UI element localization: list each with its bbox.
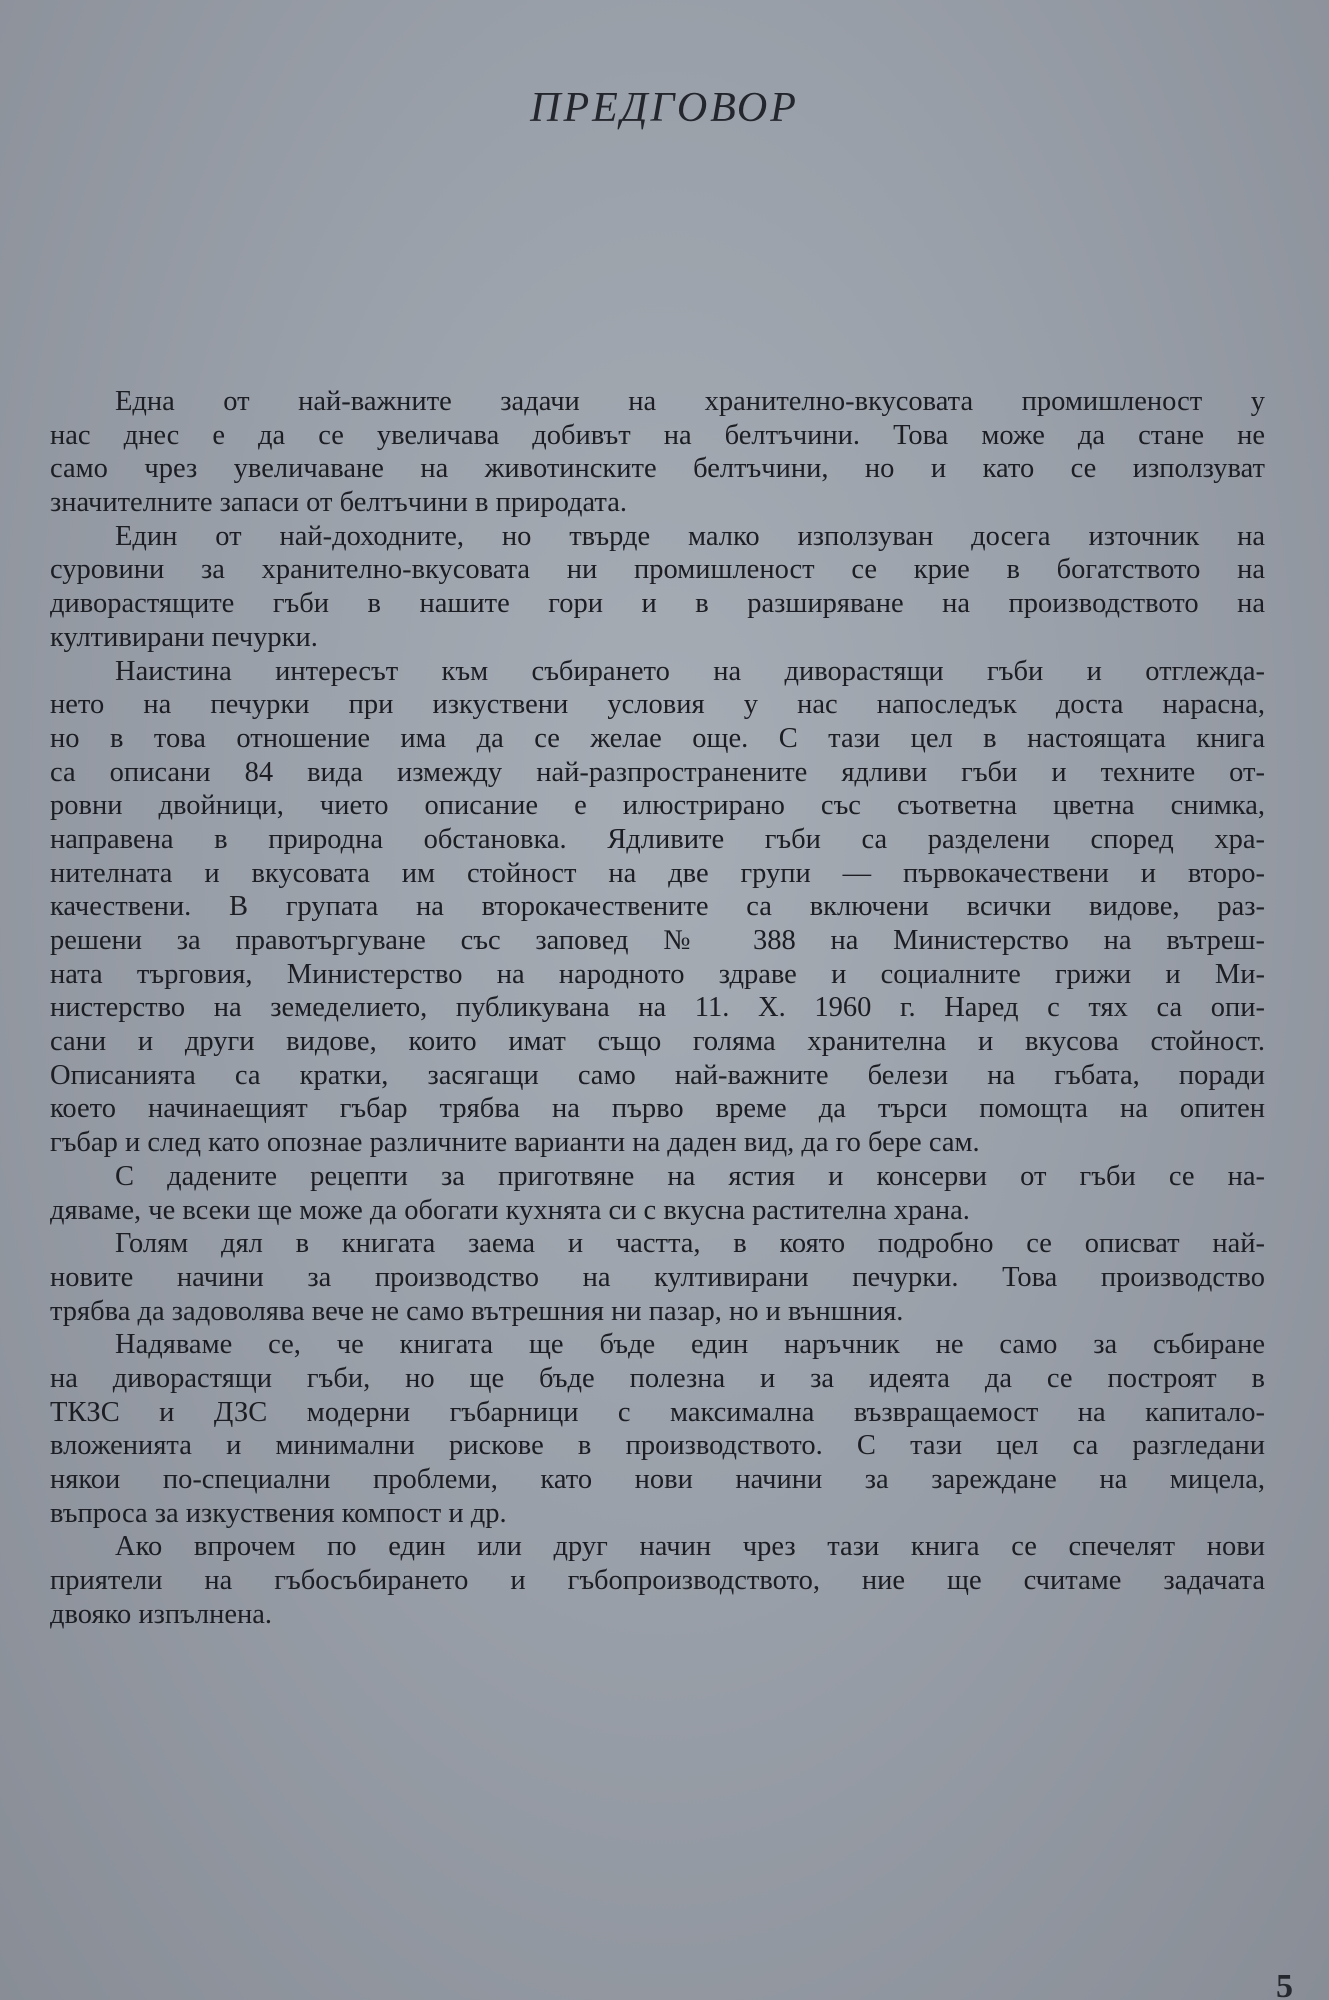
- text-line: са описани 84 вида измежду най-разпространените ядливи гъби и техните от-: [50, 756, 1265, 788]
- text-line: Голям дял в книгата заема и частта, в която подробно се описват най-: [115, 1228, 1265, 1260]
- text-line: дяваме, че всеки ще може да обогати кухнята си с вкусна растителна храна.: [50, 1194, 970, 1226]
- text-line: направена в природна обстановка. Ядливите гъби са разделени според хра-: [50, 823, 1265, 855]
- text-line: значителните запаси от белтъчини в природата.: [50, 487, 627, 519]
- text-line: Една от най-важните задачи на хранително-вкусовата промишленост у: [115, 386, 1265, 417]
- text-line: Ако впрочем по един или друг начин чрез тази книга се спечелят нови: [115, 1531, 1265, 1563]
- preface-text: [50, 385, 1265, 1631]
- text-line: но в това отношение има да се желае още. С тази цел в настоящата книга: [50, 722, 1265, 754]
- text-line: качествени. В групата на второкачествените са включени всички видове, раз-: [50, 891, 1265, 923]
- text-line: вложенията и минимални рискове в производството. С тази цел са разгледани: [50, 1430, 1265, 1462]
- text-line: двояко изпълнена.: [50, 1598, 273, 1630]
- text-line: Един от най-доходните, но твърде малко използуван досега източник на: [115, 520, 1265, 552]
- text-line: само чрез увеличаване на животинските белтъчини, но и като се използуват: [50, 453, 1265, 485]
- text-line: Описанията са кратки, засягащи само най-важните белези на гъбата, поради: [50, 1059, 1265, 1091]
- text-line: гъбар и след като опознае различните варианти на даден вид, да го бере сам.: [50, 1127, 980, 1159]
- text-line: нето на печурки при изкуствени условия у нас напоследък доста нарасна,: [50, 689, 1265, 721]
- text-line: което начинаещият гъбар трябва на първо време да търси помощта на опитен: [50, 1093, 1265, 1125]
- text-line: диворастящите гъби в нашите гори и в разширяване на производството на: [50, 588, 1265, 620]
- text-line: решени за правотъргуване със заповед № 388 на Министерство на вътреш-: [50, 925, 1265, 956]
- text-line: на диворастящи гъби, но ще бъде полезна и за идеята да се построят в: [50, 1362, 1265, 1394]
- text-line: нистерство на земеделието, публикувана на 11. X. 1960 г. Наред с тях са опи-: [50, 992, 1265, 1024]
- text-line: някои по-специални проблеми, като нови начини за зареждане на мицела,: [50, 1464, 1265, 1495]
- text-line: приятели на гъбосъбирането и гъбопроизводството, ние ще считаме задачата: [50, 1565, 1265, 1597]
- text-line: ровни двойници, чието описание е илюстрирано със съответна цветна снимка,: [50, 790, 1265, 822]
- page-number: 5: [1276, 1968, 1293, 2000]
- text-line: трябва да задоволява вече не само вътрешния ни пазар, но и външния.: [50, 1295, 904, 1327]
- text-line: нас днес е да се увеличава добивът на белтъчини. Това може да стане не: [50, 419, 1265, 451]
- text-line: сани и други видове, които имат също голяма хранителна и вкусова стойност.: [50, 1026, 1265, 1058]
- page-title: ПРЕДГОВОР: [530, 85, 799, 131]
- text-line: ТКЗС и ДЗС модерни гъбарници с максимална възвращаемост на капитало-: [50, 1396, 1265, 1428]
- text-line: култивирани печурки.: [50, 621, 318, 653]
- text-line: Наистина интересът към събирането на диворастящи гъби и отглежда-: [115, 655, 1265, 687]
- text-line: ната търговия, Министерство на народното здраве и социалните грижи и Ми-: [50, 958, 1265, 990]
- text-line: Надяваме се, че книгата ще бъде един наръчник не само за събиране: [115, 1329, 1265, 1361]
- text-line: нителната и вкусовата им стойност на две групи — първокачествени и второ-: [50, 857, 1265, 889]
- text-line: суровини за хранително-вкусовата ни промишленост се крие в богатството на: [50, 554, 1265, 586]
- text-line: С дадените рецепти за приготвяне на ястия и консерви от гъби се на-: [115, 1160, 1265, 1192]
- text-line: въпроса за изкуствения компост и др.: [50, 1497, 507, 1529]
- text-line: новите начини за производство на култивирани печурки. Това производство: [50, 1261, 1265, 1293]
